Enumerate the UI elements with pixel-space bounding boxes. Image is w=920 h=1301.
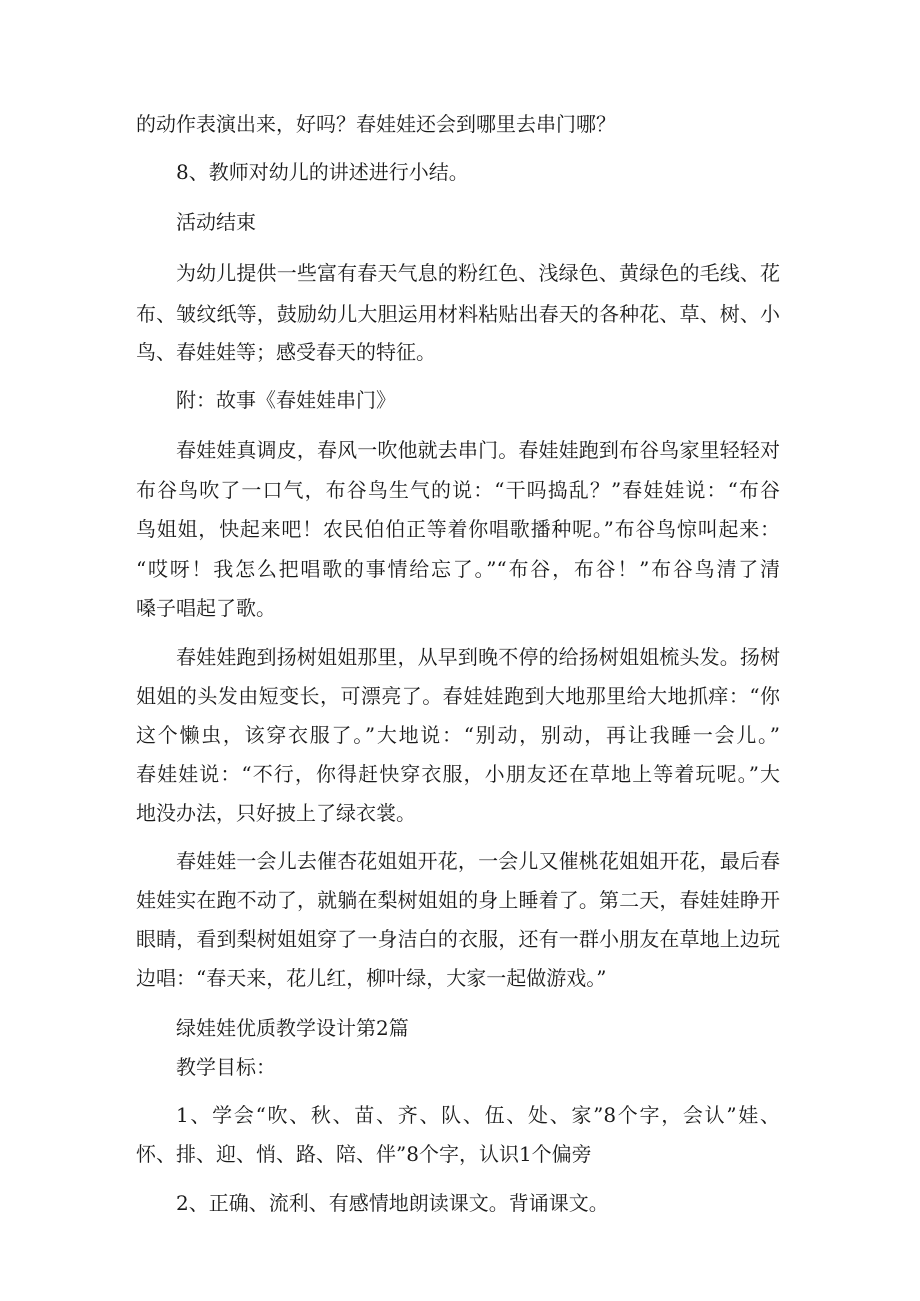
text-line: 春娃娃跑到扬树姐姐那里，从早到晚不停的给扬树姐姐梳头发。扬树	[176, 645, 780, 669]
text-line: 姐姐的头发由短变长，可漂亮了。春娃娃跑到大地那里给大地抓痒：“你	[136, 684, 780, 708]
text-line: 2、正确、流利、有感情地朗读课文。背诵课文。	[176, 1191, 609, 1215]
text-line: 怀、排、迎、悄、路、陪、伴”8个字，认识1个偏旁	[136, 1142, 592, 1166]
section-heading: 附：故事《春娃娃串门》	[176, 388, 396, 412]
text-line: 鸟、春娃娃等；感受春天的特征。	[136, 340, 436, 364]
text-line: 的动作表演出来，好吗？春娃娃还会到哪里去串门哪？	[136, 112, 616, 136]
text-line: 眼睛，看到梨树姐姐穿了一身洁白的衣服，还有一群小朋友在草地上边玩	[136, 927, 780, 951]
text-line: 为幼儿提供一些富有春天气息的粉红色、浅绿色、黄绿色的毛线、花	[176, 261, 780, 285]
text-line: 春娃娃说：“不行，你得赶快穿衣服，小朋友还在草地上等着玩呢。”大	[136, 762, 780, 786]
text-line: 春娃娃一会儿去催杏花姐姐开花，一会儿又催桃花姐姐开花，最后春	[176, 849, 780, 873]
text-line: 嗓子唱起了歌。	[136, 596, 276, 620]
text-line: 春娃娃真调皮，春风一吹他就去串门。春娃娃跑到布谷鸟家里轻轻对	[176, 438, 780, 462]
text-line: 这个懒虫，该穿衣服了。”大地说：“别动，别动，再让我睡一会儿。”	[136, 723, 780, 747]
text-line: 地没办法，只好披上了绿衣裳。	[136, 801, 416, 825]
section-heading: 教学目标：	[176, 1055, 276, 1079]
text-line: 布谷鸟吹了一口气，布谷鸟生气的说：“干吗捣乱？”春娃娃说：“布谷	[136, 478, 780, 502]
text-line: 鸟姐姐，快起来吧！农民伯伯正等着你唱歌播种呢。”布谷鸟惊叫起来：	[136, 517, 780, 541]
text-line: 8、教师对幼儿的讲述进行小结。	[176, 160, 469, 184]
text-line: 1、学会“吹、秋、苗、齐、队、伍、处、家”8个字，会认”娃、	[176, 1103, 780, 1127]
text-line: 娃娃实在跑不动了，就躺在梨树姐姐的身上睡着了。第二天，春娃娃睁开	[136, 888, 780, 912]
text-line: 布、皱纹纸等，鼓励幼儿大胆运用材料粘贴出春天的各种花、草、树、小	[136, 302, 780, 326]
section-heading: 绿娃娃优质教学设计第2篇	[176, 1016, 409, 1040]
section-heading: 活动结束	[176, 210, 256, 234]
text-line: “哎呀！我怎么把唱歌的事情给忘了。”“布谷，布谷！”布谷鸟清了清	[136, 557, 780, 581]
text-line: 边唱：“春天来，花儿红，柳叶绿，大家一起做游戏。”	[136, 966, 607, 990]
